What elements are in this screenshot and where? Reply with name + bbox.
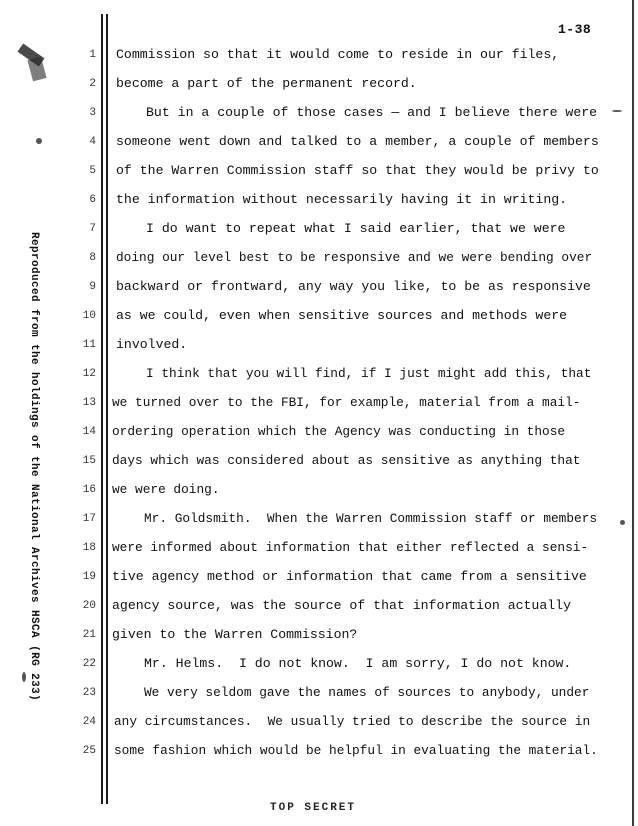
scan-smudge xyxy=(27,57,46,82)
transcript-line: Mr. Goldsmith. When the Warren Commission staff or members xyxy=(144,511,598,526)
line-number: 21 xyxy=(82,629,96,641)
line-number: 19 xyxy=(82,571,96,583)
transcript-line: of the Warren Commission staff so that they would be privy to xyxy=(116,163,599,178)
transcript-line: given to the Warren Commission? xyxy=(112,627,358,642)
line-number: 5 xyxy=(89,165,96,177)
transcript-line: I think that you will find, if I just might add this, that xyxy=(146,366,592,381)
page-edge xyxy=(632,0,634,826)
line-number: 1 xyxy=(89,49,96,61)
line-number: 4 xyxy=(89,136,96,148)
line-number: 22 xyxy=(82,658,96,670)
transcript-line: But in a couple of those cases — and I believe there were xyxy=(146,105,598,120)
line-number: 10 xyxy=(82,310,96,322)
scan-speck xyxy=(620,520,625,525)
transcript-line: someone went down and talked to a member, a couple of members xyxy=(116,134,599,149)
line-number: 9 xyxy=(89,281,96,293)
scan-speck xyxy=(612,110,622,112)
line-number: 8 xyxy=(89,252,96,264)
page-number: 1-38 xyxy=(558,22,592,37)
transcript-line: involved. xyxy=(116,337,188,352)
line-number: 2 xyxy=(89,78,96,90)
transcript-line: some fashion which would be helpful in evaluating the material. xyxy=(114,743,598,758)
line-number: 25 xyxy=(82,745,96,757)
line-number: 24 xyxy=(82,716,96,728)
line-number: 15 xyxy=(82,455,96,467)
scan-speck xyxy=(36,138,42,144)
transcript-line: Mr. Helms. I do not know. I am sorry, I do not know. xyxy=(144,656,572,671)
transcript-line: I do want to repeat what I said earlier, that we were xyxy=(146,221,566,236)
transcript-line: agency source, was the source of that information actually xyxy=(112,598,571,613)
line-number: 17 xyxy=(82,513,96,525)
line-number: 20 xyxy=(82,600,96,612)
classification-footer: TOP SECRET xyxy=(270,802,357,814)
transcript-line: doing our level best to be responsive and we were bending over xyxy=(116,250,593,265)
scan-speck xyxy=(22,672,26,682)
line-number: 7 xyxy=(89,223,96,235)
transcript-line: backward or frontward, any way you like, to be as responsive xyxy=(116,279,591,294)
line-number: 14 xyxy=(82,426,96,438)
line-number: 18 xyxy=(82,542,96,554)
transcript-line: days which was considered about as sensitive as anything that xyxy=(112,453,581,468)
line-number: 11 xyxy=(82,339,96,351)
transcript-line: ordering operation which the Agency was conducting in those xyxy=(112,424,566,439)
line-number: 16 xyxy=(82,484,96,496)
transcript-line: were informed about information that either reflected a sensi- xyxy=(112,540,589,555)
transcript-line: the information without necessarily having it in writing. xyxy=(116,192,568,207)
transcript-line: we turned over to the FBI, for example, material from a mail- xyxy=(112,395,581,410)
transcript-line: as we could, even when sensitive sources and methods were xyxy=(116,308,568,323)
line-number: 23 xyxy=(82,687,96,699)
line-number: 6 xyxy=(89,194,96,206)
line-number: 12 xyxy=(82,368,96,380)
transcript-line: tive agency method or information that came from a sensitive xyxy=(112,569,587,584)
line-number: 3 xyxy=(89,107,96,119)
transcript-line: Commission so that it would come to reside in our files, xyxy=(116,47,560,62)
margin-rule-left xyxy=(101,14,103,804)
transcript-line: We very seldom gave the names of sources to anybody, under xyxy=(144,685,590,700)
transcript-line: become a part of the permanent record. xyxy=(116,76,417,91)
line-number: 13 xyxy=(82,397,96,409)
transcript-line: any circumstances. We usually tried to describe the source in xyxy=(114,714,591,729)
transcript-line: we were doing. xyxy=(112,482,220,497)
archive-stamp: Reproduced from the holdings of the National Archives HSCA (RG 233) xyxy=(28,232,40,702)
margin-rule-right xyxy=(106,14,108,804)
